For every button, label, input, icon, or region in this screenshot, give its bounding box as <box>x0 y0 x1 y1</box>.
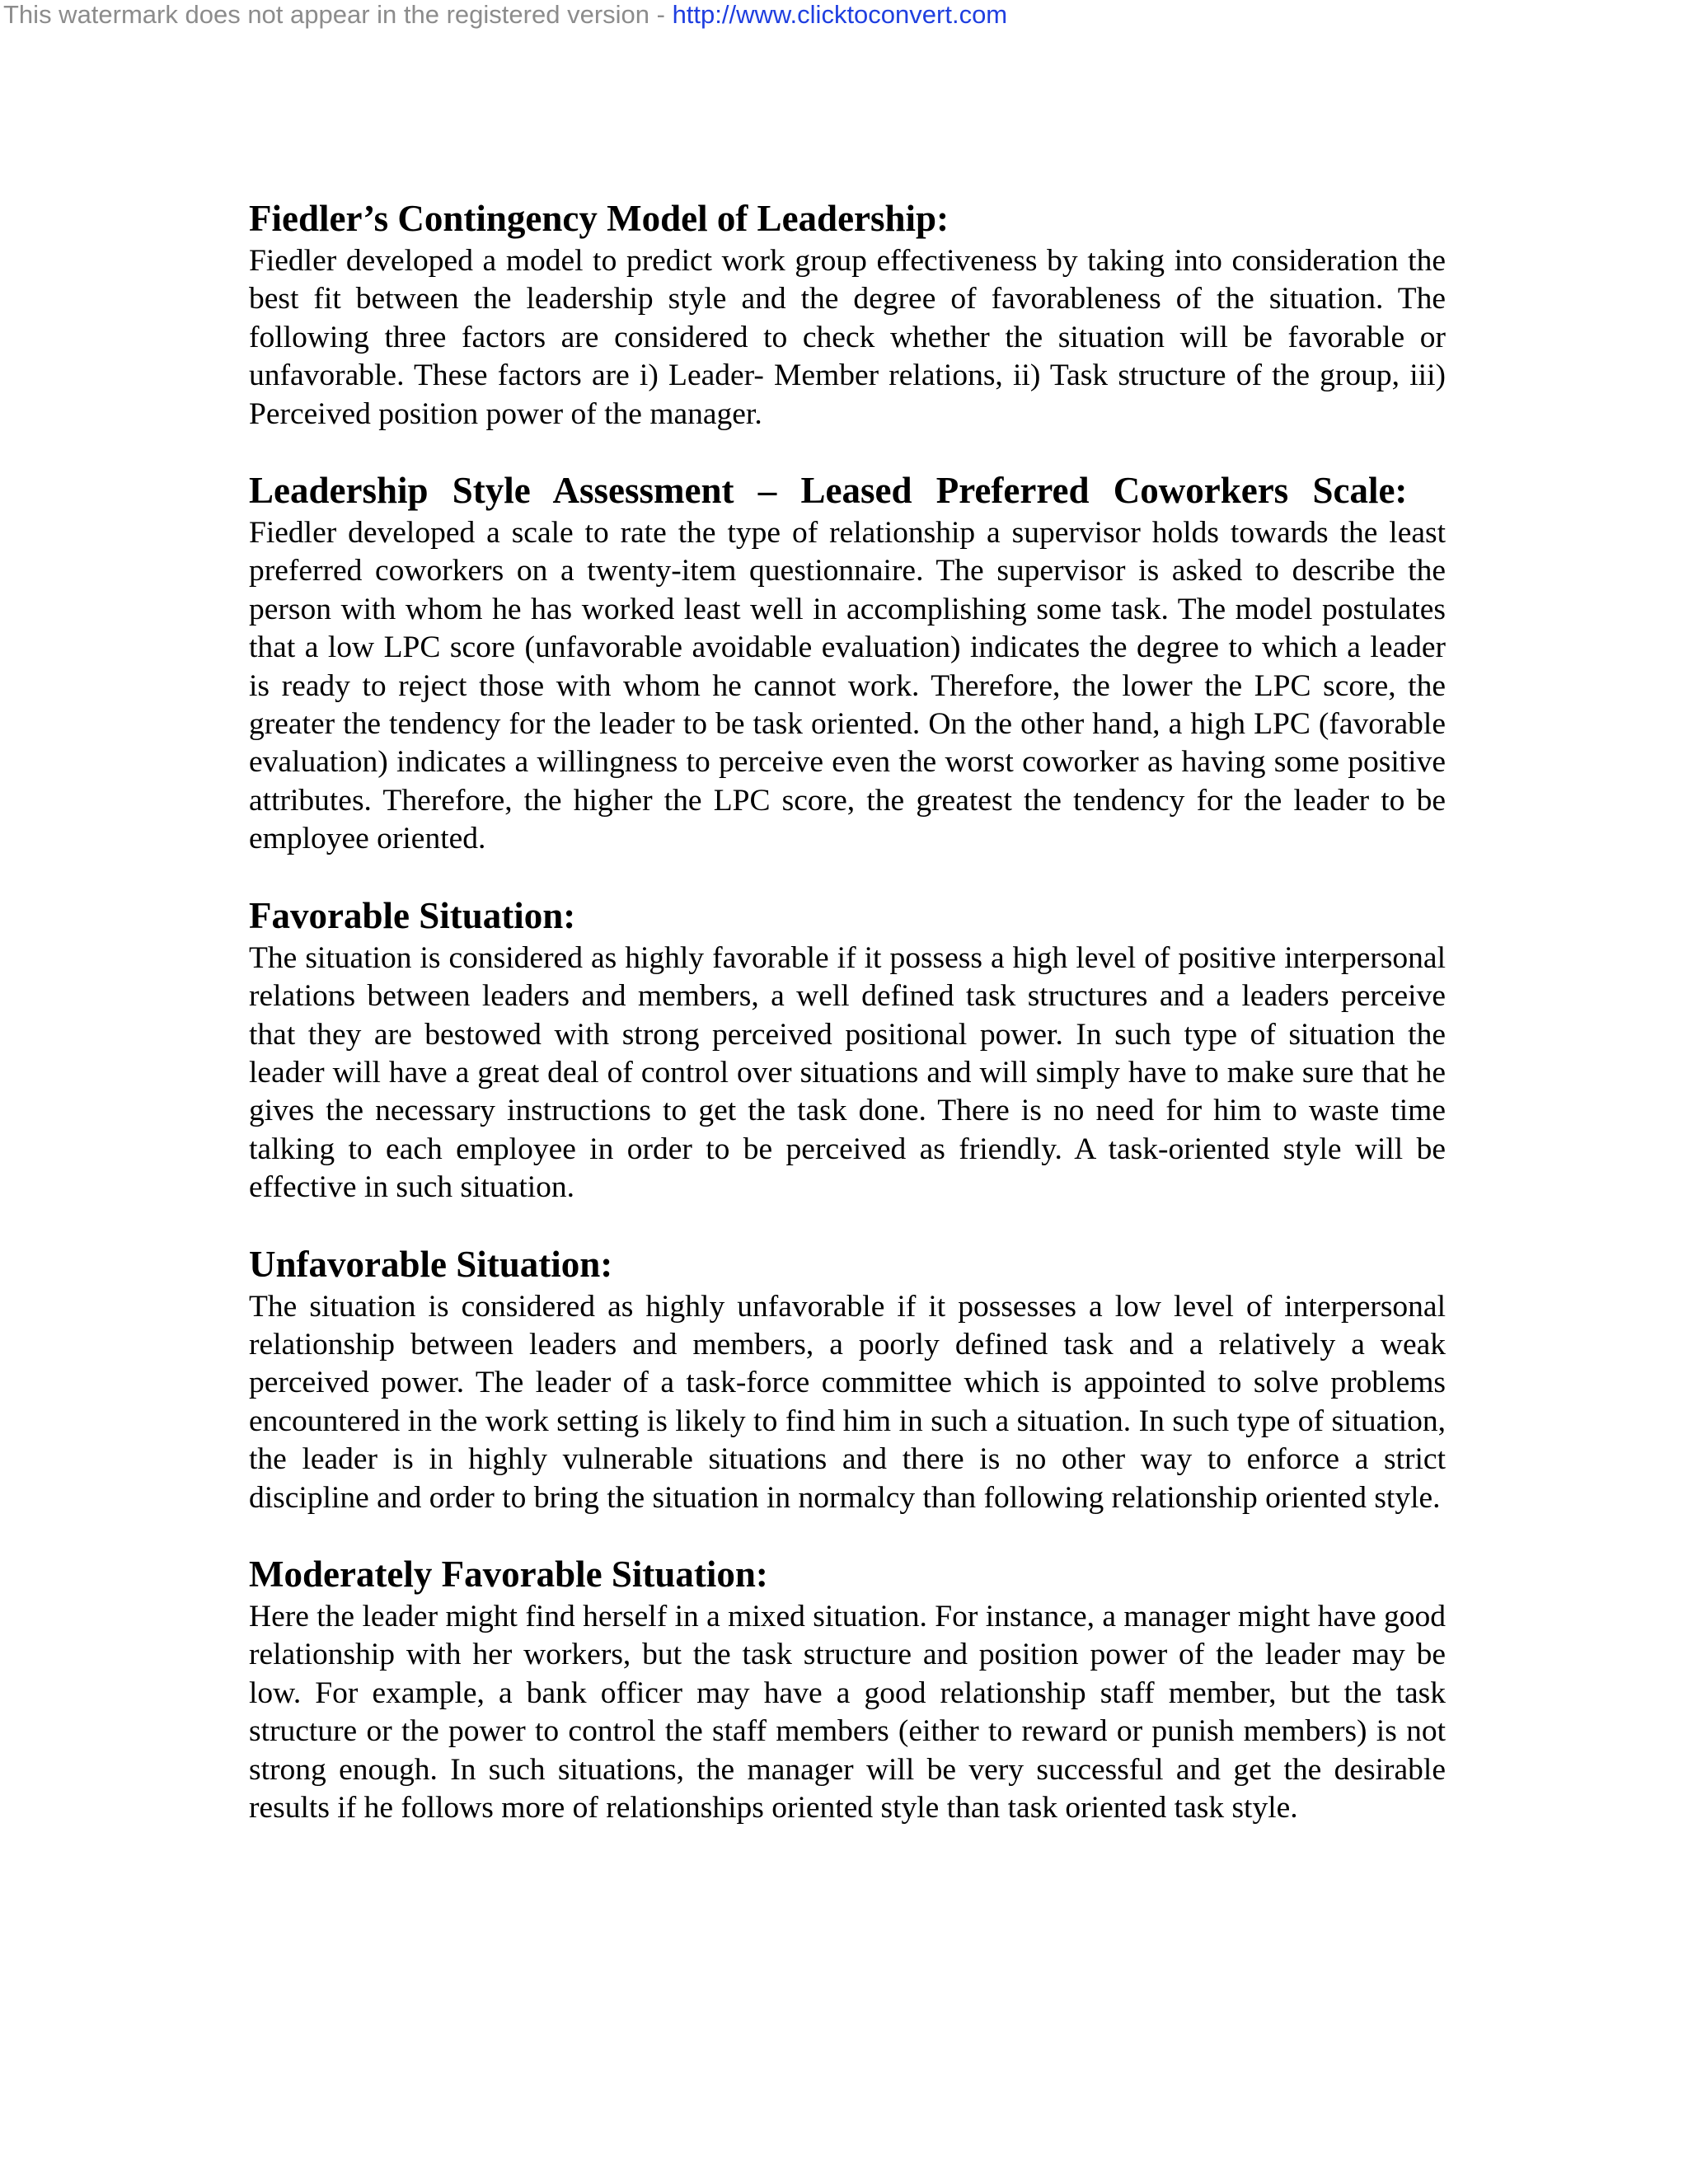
section-heading: Fiedler’s Contingency Model of Leadership: <box>249 198 950 239</box>
section-heading: Unfavorable Situation: <box>249 1243 613 1285</box>
section-favorable-situation <box>249 892 1446 1207</box>
section-heading: Favorable Situation: <box>249 894 576 936</box>
section-unfavorable-situation <box>249 1240 1446 1517</box>
section-paragraph: The situation is considered as highly favorable if it possess a high level of positive interpersonal relations between leaders and members, a well defined task structures and a leaders perceive that they are bestowed with strong perceived positional power. In such type of situation the leader will have a great deal of control over situations and will simply have to make sure that he gives the necessary instructions to get the task done. There is no need for him to waste time talking to each employee in order to be perceived as friendly. A task-oriented style will be effective in such situation. <box>249 940 1446 1205</box>
section-fiedler-model <box>249 194 1446 434</box>
section-paragraph: Fiedler developed a scale to rate the type of relationship a supervisor holds towards the least preferred coworkers on a twenty-item questionnaire. The supervisor is asked to describe the person with whom he has worked least well in accomplishing some task. The model postulates that a low LPC score (unfavorable avoidable evaluation) indicates the degree to which a leader is ready to reject those with whom he cannot work. Therefore, the lower the LPC score, the greater the tendency for the leader to be task oriented. On the other hand, a high LPC (favorable evaluation) indicates a willingness to perceive even the worst coworker as having some positive attributes. Therefore, the higher the LPC score, the greatest the tendency for the leader to be employee oriented. <box>249 516 1446 856</box>
section-paragraph: Here the leader might find herself in a mixed situation. For instance, a manager might have good relationship with her workers, but the task structure and position power of the leader may be low. For example, a bank officer may have a good relationship staff member, but the task structure or the power to control the staff members (either to reward or punish members) is not strong enough. In such situations, the manager will be very successful and get the desirable results if he follows more of relationships oriented style than task oriented task style. <box>249 1599 1446 1825</box>
section-paragraph: The situation is considered as highly unfavorable if it possesses a low level of interpersonal relationship between leaders and members, a poorly defined task and a relatively a weak perceived power. The leader of a task-force committee which is appointed to solve problems encountered in the work setting is likely to find him in such a situation. In such type of situation, the leader is in highly vulnerable situations and there is no other way to enforce a strict discipline and order to bring the situation in normalcy than following relationship oriented style. <box>249 1289 1446 1515</box>
document-body <box>249 194 1446 1827</box>
section-moderately-favorable-situation <box>249 1550 1446 1827</box>
section-paragraph: Fiedler developed a model to predict work group effectiveness by taking into consideration the best fit between the leadership style and the degree of favorableness of the situation. The following three factors are considered to check whether the situation will be favorable or unfavorable. These factors are i) Leader- Member relations, ii) Task structure of the group, iii) Perceived position power of the manager. <box>249 244 1446 431</box>
watermark-banner <box>3 0 1007 30</box>
watermark-text: This watermark does not appear in the registered version - <box>3 0 673 29</box>
watermark-link[interactable]: http://www.clicktoconvert.com <box>672 0 1008 29</box>
section-heading: Leadership Style Assessment – Leased Preferred Coworkers Scale: <box>249 470 1408 512</box>
section-lpc-scale <box>249 466 1446 859</box>
section-heading: Moderately Favorable Situation: <box>249 1553 768 1595</box>
